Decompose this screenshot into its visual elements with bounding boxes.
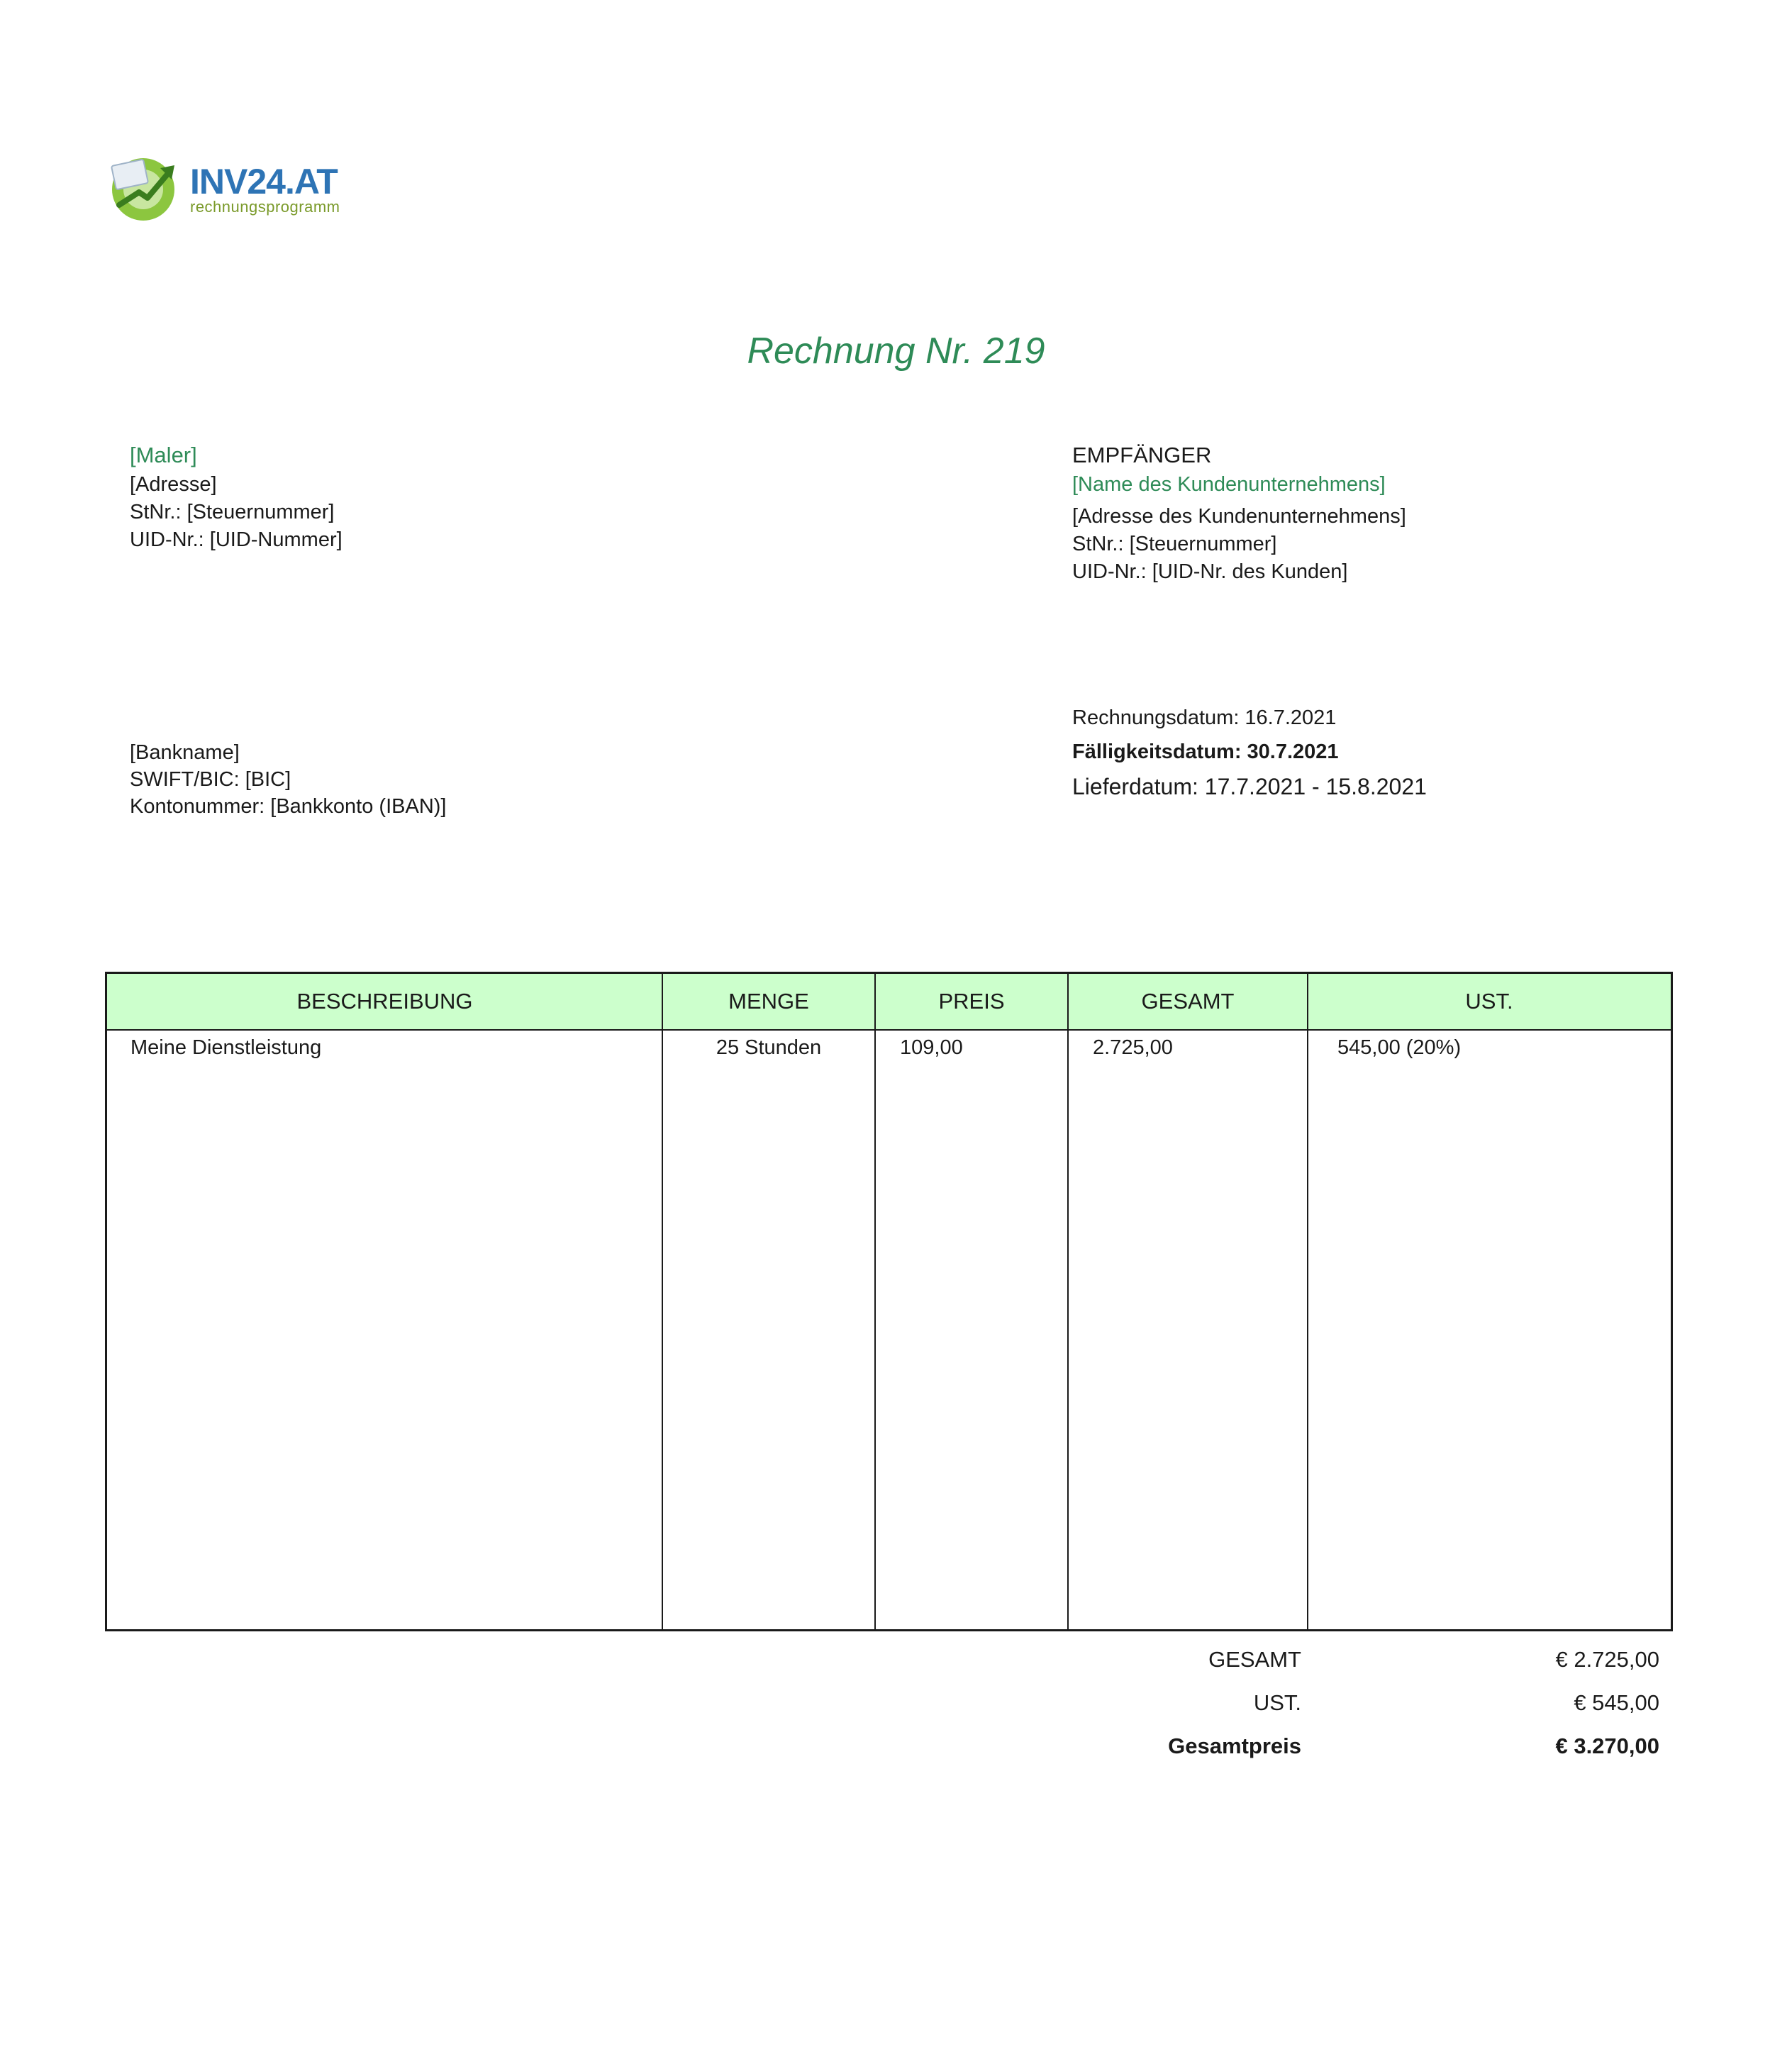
header-vat: UST. xyxy=(1465,989,1513,1014)
recipient-tax-number: StNr.: [Steuernummer] xyxy=(1072,533,1277,555)
vat-total-label: UST. xyxy=(1253,1690,1301,1715)
column-divider xyxy=(1307,974,1308,1629)
recipient-address: [Adresse des Kundenunternehmens] xyxy=(1072,505,1406,528)
cell-vat: 545,00 (20%) xyxy=(1337,1036,1462,1059)
bank-swift: SWIFT/BIC: [BIC] xyxy=(130,768,291,791)
header-price: PREIS xyxy=(938,989,1005,1014)
recipient-heading: EMPFÄNGER xyxy=(1072,443,1212,467)
logo-icon xyxy=(106,152,184,223)
column-divider xyxy=(662,974,663,1629)
bank-account: Kontonummer: [Bankkonto (IBAN)] xyxy=(130,795,447,818)
logo-brand: INV24.AT xyxy=(190,162,338,201)
line-items-table xyxy=(105,972,1673,1631)
bank-name: [Bankname] xyxy=(130,741,240,764)
header-description: BESCHREIBUNG xyxy=(296,989,473,1014)
gross-total-value: € 3.270,00 xyxy=(1555,1733,1659,1758)
net-total-value: € 2.725,00 xyxy=(1555,1647,1659,1672)
cell-quantity: 25 Stunden xyxy=(716,1036,822,1059)
header-total: GESAMT xyxy=(1141,989,1235,1014)
cell-price: 109,00 xyxy=(900,1036,963,1059)
recipient-vat-id: UID-Nr.: [UID-Nr. des Kunden] xyxy=(1072,560,1348,583)
cell-total: 2.725,00 xyxy=(1093,1036,1173,1059)
sender-tax-number: StNr.: [Steuernummer] xyxy=(130,501,335,523)
recipient-name: [Name des Kundenunternehmens] xyxy=(1072,473,1386,496)
logo-tagline: rechnungsprogramm xyxy=(190,198,340,216)
table-header-row xyxy=(107,974,1671,1031)
sender-address: [Adresse] xyxy=(130,473,217,496)
due-date: Fälligkeitsdatum: 30.7.2021 xyxy=(1072,740,1339,763)
invoice-title: Rechnung Nr. 219 xyxy=(747,331,1045,372)
delivery-date: Lieferdatum: 17.7.2021 - 15.8.2021 xyxy=(1072,774,1427,799)
sender-vat-id: UID-Nr.: [UID-Nummer] xyxy=(130,528,343,551)
gross-total-label: Gesamtpreis xyxy=(1168,1733,1301,1758)
sender-name: [Maler] xyxy=(130,443,197,467)
cell-description: Meine Dienstleistung xyxy=(130,1036,322,1059)
company-logo xyxy=(106,152,340,223)
column-divider xyxy=(1067,974,1069,1629)
header-quantity: MENGE xyxy=(728,989,809,1014)
invoice-date: Rechnungsdatum: 16.7.2021 xyxy=(1072,706,1337,729)
column-divider xyxy=(874,974,876,1629)
vat-total-value: € 545,00 xyxy=(1574,1690,1659,1715)
net-total-label: GESAMT xyxy=(1208,1647,1301,1672)
